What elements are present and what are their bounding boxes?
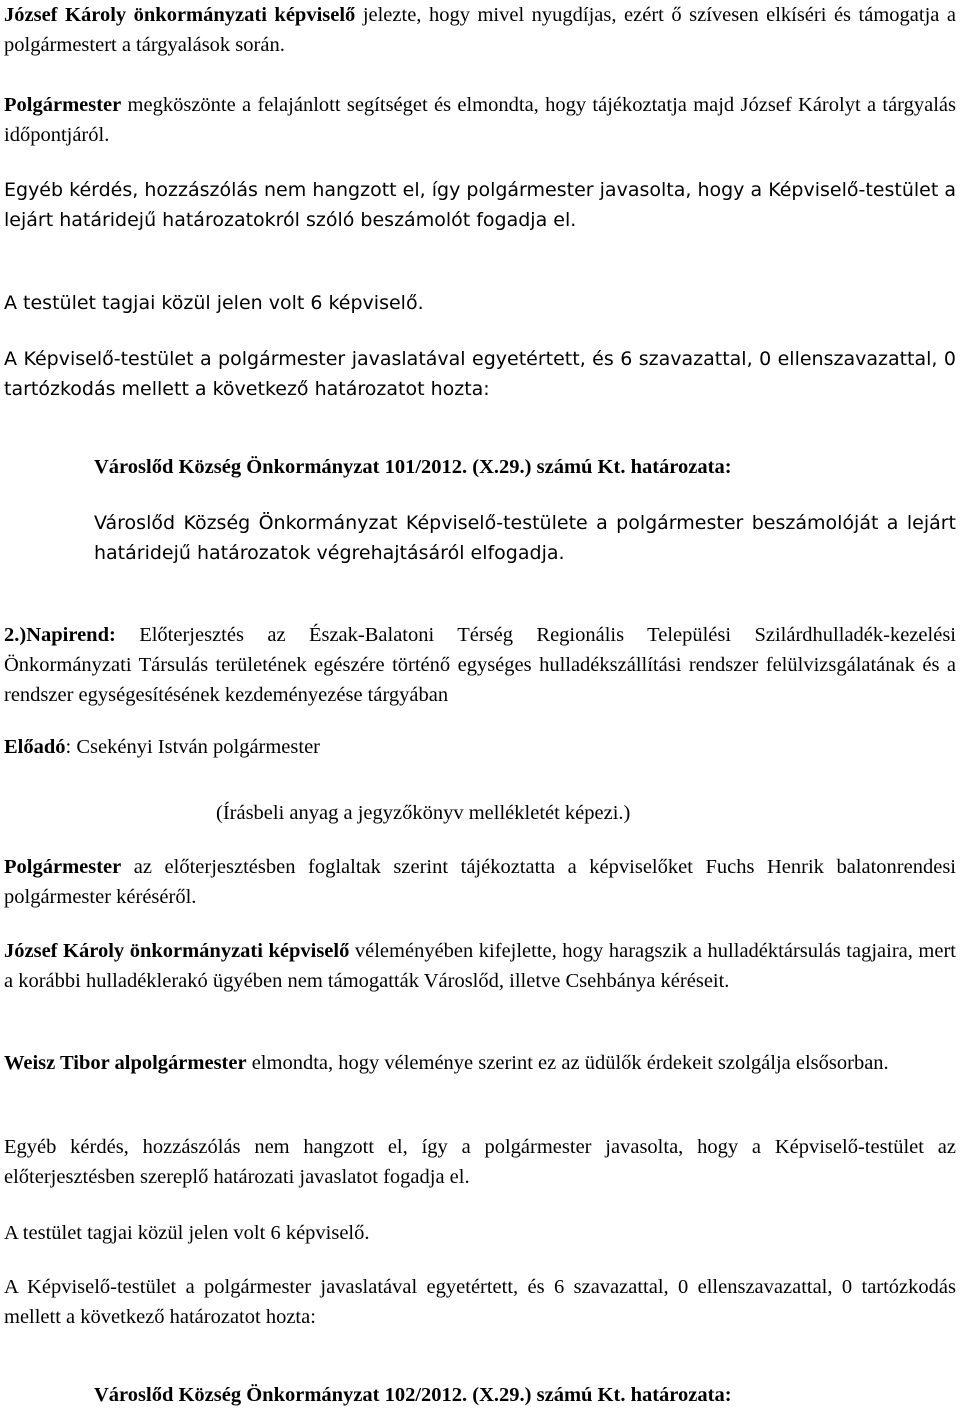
agenda-text: Előterjesztés az Észak-Balatoni Térség Regionális Települési Szilárdhulladék-kezelési Önkormányzati Társulás területének egészére történő egységes hulladékszállítási rendszer felülvizsgálatának és a rendszer egységesítésének kezdeményezése tárgyában: [4, 624, 956, 706]
paragraph-text: véleményében kifejlette, hogy haragszik a hulladéktársulás tagjaira, mert a korábbi hulladéklerakó ügyében nem támogatták Városlőd, illetve Csehbánya kéréseit.: [4, 940, 956, 992]
resolution-title-text: Városlőd Község Önkormányzat 102/2012. (X.29.) számú Kt. határozata:: [94, 1384, 732, 1406]
paragraph-vote-2: A Képviselő-testület a polgármester javaslatával egyetértett, és 6 szavazattal, 0 ellenszavazattal, 0 tartózkodás mellett a következő határozatot hozta:: [4, 1276, 956, 1328]
paragraph-other-questions-1: Egyéb kérdés, hozzászólás nem hangzott el, így polgármester javasolta, hogy a Képviselő-testület a lejárt határidejű határozatokról szóló beszámolót fogadja el.: [4, 179, 956, 231]
speaker-name: Polgármester: [4, 856, 122, 878]
paragraph-mayor-informs: [4, 852, 956, 912]
resolution-title-102: [4, 1380, 956, 1410]
speaker-name: Weisz Tibor alpolgármester: [4, 1052, 247, 1074]
paragraph-text: az előterjesztésben foglaltak szerint tájékoztatta a képviselőket Fuchs Henrik balatonrendesi polgármester kéréséről.: [4, 856, 956, 908]
resolution-body-101: Városlőd Község Önkormányzat Képviselő-testülete a polgármester beszámolóját a lejárt határidejű határozatok végrehajtásáról elfogadja.: [94, 512, 956, 564]
paragraph-other-questions-2: Egyéb kérdés, hozzászólás nem hangzott el, így a polgármester javasolta, hogy a Képviselő-testület az előterjesztésben szereplő határozati javaslatot fogadja el.: [4, 1136, 956, 1188]
resolution-title-101: [4, 452, 956, 482]
speaker-name: Polgármester: [4, 94, 122, 116]
paragraph-text: jelezte, hogy mivel nyugdíjas, ezért ő szívesen elkíséri és támogatja a polgármestert a tárgyalások során.: [4, 4, 956, 56]
paragraph-jozsef-karoly-offer: [4, 0, 956, 60]
paragraph-mayor-thanks: [4, 90, 956, 150]
speaker-name: József Károly önkormányzati képviselő: [4, 4, 356, 26]
speaker-name: József Károly önkormányzati képviselő: [4, 940, 350, 962]
attachment-note: (Írásbeli anyag a jegyzőkönyv mellékletét képezi.): [216, 802, 631, 824]
presenter-label: Előadó: [4, 736, 66, 758]
paragraph-text: elmondta, hogy véleménye szerint ez az üdülők érdekeit szolgálja elsősorban.: [246, 1052, 889, 1074]
paragraph-attendance-2: A testület tagjai közül jelen volt 6 képviselő.: [4, 1222, 370, 1244]
paragraph-jozsef-karoly-opinion: [4, 936, 956, 996]
agenda-label: 2.)Napirend:: [4, 624, 116, 646]
resolution-title-text: Városlőd Község Önkormányzat 101/2012. (X.29.) számú Kt. határozata:: [94, 456, 732, 478]
presenter-text: : Csekényi István polgármester: [65, 736, 321, 758]
agenda-item-2: [4, 620, 956, 710]
paragraph-text: megköszönte a felajánlott segítséget és elmondta, hogy tájékoztatja majd József Károlyt a tárgyalás időpontjáról.: [4, 94, 956, 146]
presenter-line: [4, 732, 956, 762]
paragraph-attendance-1: A testület tagjai közül jelen volt 6 képviselő.: [4, 292, 424, 314]
paragraph-weisz-tibor: [4, 1048, 956, 1078]
paragraph-vote-1: A Képviselő-testület a polgármester javaslatával egyetértett, és 6 szavazattal, 0 ellenszavazattal, 0 tartózkodás mellett a következő határozatot hozta:: [4, 348, 956, 400]
